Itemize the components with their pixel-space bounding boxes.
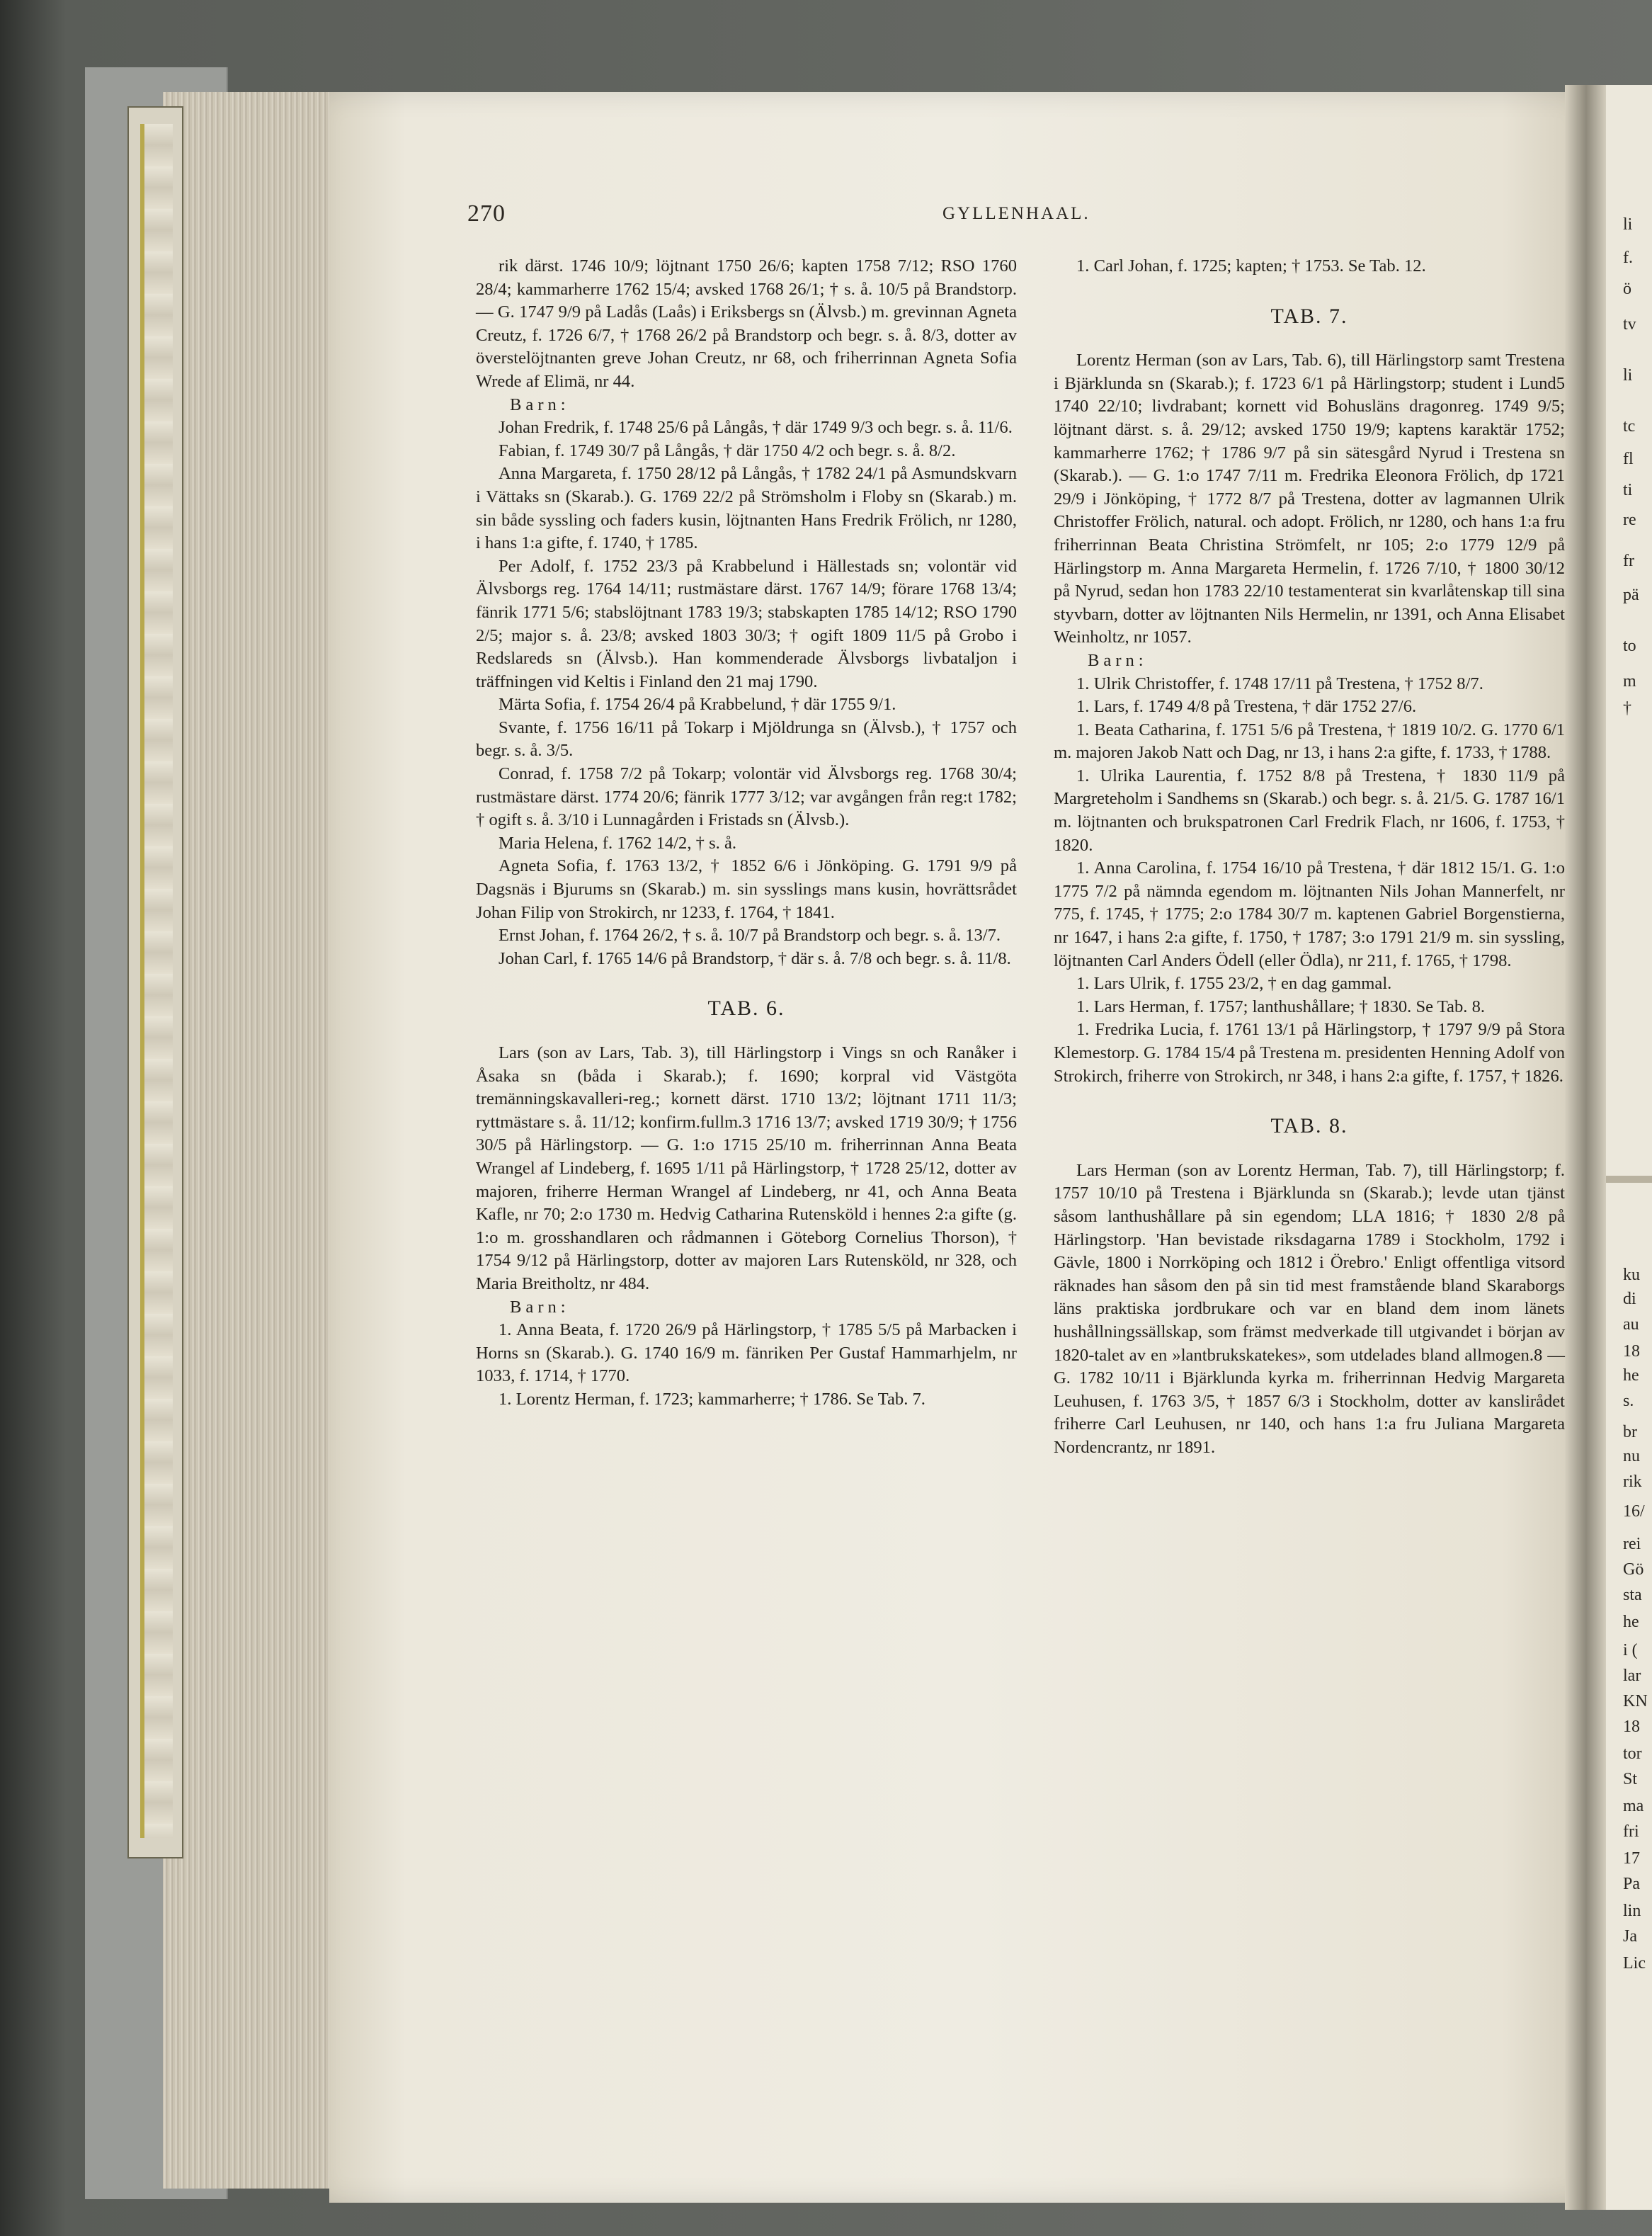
table-heading: TAB. 6. [707, 997, 785, 1021]
entry-paragraph: 1. Lorentz Herman, f. 1723; kammarherre; † 1786. Se Tab. 7. [499, 1389, 925, 1409]
entry-paragraph: Lorentz Herman (son av Lars, Tab. 6), till Härlingstorp samt Trestena i Bjärklunda sn (Skarab.); f. 1723 6/1 på Härlingstorp; student i Lund5 1740 22/10; livdrabant; kornett vid Bohusläns dragonreg. 1749 9/5; löjtnant därst. s. å. 29/12; avsked 1750 19/9; kaptens karaktär 1752; kammarherre 1762; † 1786 9/7 på sin sätesgård Nyrud i Trestena sn (Skarab.). — G. 1:o 1747 7/11 m. Fredrika Eleonora Frölich, dp 1721 29/9 i Jönköping, † 1772 8/7 på Trestena, dotter av lagmannen Ulrik Christoffer Frölich, natural. och adopt. Frölich, nr 1280, och hans 1:a fru friherrinnan Beata Christina Strömfelt, nr 105; 2:o 1779 12/9 på Härlingstorp m. Anna Margareta Hermelin, f. 1726 7/10, † 1800 30/12 på Nyrud, sedan hon 1783 22/10 testamenterat sin kvarlåtenskap till sina styvbarn, dotter av löjtnanten Nils Hermelin, nr 1391, och Anna Elisabet Weinholtz, nr 1057. [1054, 351, 1565, 647]
facing-page-text: Ja [1623, 1927, 1637, 1946]
facing-page-text: di [1623, 1290, 1636, 1308]
facing-page-text: au [1623, 1315, 1639, 1334]
facing-page-text: pä [1623, 586, 1639, 604]
facing-page-text: lar [1623, 1667, 1641, 1685]
facing-page-text: he [1623, 1613, 1639, 1631]
facing-page-text: † [1623, 699, 1631, 717]
entry-paragraph: Ernst Johan, f. 1764 26/2, † s. å. 10/7 på Brandstorp och begr. s. å. 13/7. [499, 926, 1001, 946]
entry-paragraph: Conrad, f. 1758 7/2 på Tokarp; volontär vid Älvsborgs reg. 1768 30/4; rustmästare därst. 1774 20/6; fänrik 1777 3/12; var avgången från reg:t 1782; † ogift s. å. 3/10 i Lunnagården i Fristads sn (Älvsb.). [476, 764, 1017, 830]
facing-page-text: s. [1623, 1392, 1634, 1410]
entry-paragraph: 1. Ulrika Laurentia, f. 1752 8/8 på Trestena, † 1830 11/9 på Margreteholm i Sandhems sn (Skarab.) och begr. s. å. 21/5. G. 1787 16/1 m. löjtnanten och brukspatronen Carl Fredrik Flach, nr 1606, f. 1753, † 1820. [1054, 766, 1565, 855]
facing-page-text: ma [1623, 1797, 1644, 1815]
facing-page-text: to [1623, 637, 1636, 655]
facing-page-text: fl [1623, 450, 1634, 468]
entry-paragraph: Maria Helena, f. 1762 14/2, † s. å. [499, 833, 737, 853]
page-edges [163, 92, 333, 2189]
facing-page-text: rik [1623, 1472, 1642, 1491]
facing-page-text: fri [1623, 1822, 1639, 1841]
facing-page-text: br [1623, 1423, 1637, 1441]
facing-page-text: 18 [1623, 1342, 1640, 1361]
entry-paragraph: 1. Carl Johan, f. 1725; kapten; † 1753. Se Tab. 12. [1076, 256, 1426, 276]
facing-page-text: St [1623, 1770, 1638, 1788]
page-number: 270 [467, 200, 506, 227]
entry-paragraph: 1. Lars, f. 1749 4/8 på Trestena, † där 1752 27/6. [1076, 697, 1417, 717]
spine-strip [140, 124, 173, 1838]
entry-paragraph: Märta Sofia, f. 1754 26/4 på Krabbelund, † där 1755 9/1. [499, 695, 896, 715]
facing-page-text: tor [1623, 1744, 1642, 1763]
facing-page-text: Pa [1623, 1875, 1640, 1893]
facing-page-text: 18 [1623, 1718, 1640, 1736]
entry-paragraph: 1. Anna Carolina, f. 1754 16/10 på Trestena, † där 1812 15/1. G. 1:o 1775 7/2 på nämnda egendom m. löjtnanten Nils Johan Mannerfelt, nr 775, f. 1745, † 1775; 2:o 1784 30/7 m. kaptenen Gabriel Borgenstierna, nr 1647, i hans 2:a gifte, f. 1750, † 1787; 3:o 1791 21/9 m. sin syssling, löjtnanten Carl Anders Ödell (eller Ödla), nr 211, f. 1765, † 1798. [1054, 858, 1565, 970]
entry-paragraph: 1. Beata Catharina, f. 1751 5/6 på Trestena, † 1819 10/2. G. 1770 6/1 m. majoren Jakob Natt och Dag, nr 13, i hans 2:a gifte, f. 1733, † 1788. [1054, 720, 1565, 763]
running-head: GYLLENHAAL. [942, 204, 1090, 223]
entry-paragraph: 1. Lars Ulrik, f. 1755 23/2, † en dag gammal. [1076, 974, 1392, 994]
facing-page-fragment [1606, 85, 1652, 2210]
right-text-column [1054, 255, 1565, 1460]
children-heading: Barn: [510, 395, 570, 414]
facing-page-text: rei [1623, 1535, 1641, 1553]
facing-page-text: li [1623, 366, 1633, 385]
facing-page-text: 17 [1623, 1849, 1640, 1868]
entry-paragraph: Johan Carl, f. 1765 14/6 på Brandstorp, † där s. å. 7/8 och begr. s. å. 11/8. [499, 948, 1011, 968]
facing-page-text: 16/ [1623, 1502, 1645, 1521]
facing-page-text: ö [1623, 280, 1631, 298]
facing-page-text: nu [1623, 1447, 1640, 1465]
facing-page-text: Lic [1623, 1954, 1646, 1973]
facing-page-text: tc [1623, 417, 1636, 436]
facing-page-text: Gö [1623, 1560, 1644, 1579]
facing-page-text: he [1623, 1366, 1639, 1385]
entry-paragraph: Svante, f. 1756 16/11 på Tokarp i Mjöldrunga sn (Älvsb.), † 1757 och begr. s. å. 3/5. [476, 717, 1017, 761]
entry-paragraph: Agneta Sofia, f. 1763 13/2, † 1852 6/6 i Jönköping. G. 1791 9/9 på Dagsnäs i Bjurums sn (Skarab.) m. sin sysslings mans kusin, hovrättsrådet Johan Filip von Strokirch, nr 1233, f. 1764, † 1841. [476, 856, 1017, 922]
facing-page-text: ku [1623, 1266, 1640, 1284]
table-heading: TAB. 7. [1270, 304, 1348, 328]
facing-page-text: i ( [1623, 1641, 1638, 1659]
facing-page-text: tv [1623, 315, 1636, 334]
facing-page-text: lin [1623, 1902, 1641, 1920]
entry-paragraph: Per Adolf, f. 1752 23/3 på Krabbelund i Hällestads sn; volontär vid Älvsborgs reg. 1764 14/11; rustmästare därst. 1767 14/9; förare 1768 13/4; fänrik 1771 5/6; stabslöjtnant 1783 19/3; stabskapten 1785 14/12; RSO 1790 2/5; major s. å. 23/8; avsked 1803 30/3; † ogift 1809 11/5 på Grobo i Redslareds sn (Älvsb.). Han kommenderade Älvsborgs livbataljon i träffningen vid Keltis i Finland den 21 maj 1790. [476, 556, 1017, 691]
facing-page-text: li [1623, 215, 1633, 234]
children-heading: Barn: [1088, 650, 1148, 670]
entry-paragraph: Lars (son av Lars, Tab. 3), till Härlingstorp i Vings sn och Ranåker i Åsaka sn (båda i Skarab.); f. 1690; korpral vid Västgöta tremänningskavalleri-reg.; kornett därst. 1710 13/2; löjtnant 1711 11/3; ryttmästare s. å. 11/12; konfirm.fullm.3 1716 13/7; avsked 1719 30/9; † 1756 30/5 på Härlingstorp. — G. 1:o 1715 25/10 m. friherrinnan Anna Beata Wrangel af Lindeberg, f. 1695 1/11 på Härlingstorp, † 1728 25/12, dotter av majoren, friherre Herman Wrangel af Lindeberg, nr 41, och Anna Beata Kafle, nr 70; 2:o 1730 m. Hedvig Catharina Rutensköld i hennes 2:a gifte (g. 1:o m. grosshandlaren och rådmannen i Göteborg Cornelius Thorson), † 1754 9/12 på Härlingstorp, dotter av majoren Lars Rutensköld, nr 328, och Maria Breitholtz, nr 484. [476, 1043, 1017, 1293]
facing-page-text: m [1623, 672, 1636, 691]
facing-page-text: KN [1623, 1692, 1648, 1710]
entry-paragraph: 1. Anna Beata, f. 1720 26/9 på Härlingstorp, † 1785 5/5 på Marbacken i Horns sn (Skarab.). G. 1740 16/9 m. fänriken Per Gustaf Hammarhjelm, nr 1033, f. 1714, † 1770. [476, 1320, 1017, 1386]
entry-paragraph: Lars Herman (son av Lorentz Herman, Tab. 7), till Härlingstorp; f. 1757 10/10 på Trestena i Bjärklunda sn (Skarab.); levde utan tjänst såsom lanthushållare på sin egendom; LLA 1816; † 1830 2/8 på Härlingstorp. 'Han bevistade riksdagarna 1789 i Stockholm, 1792 i Gävle, 1800 i Norrköping och 1812 i Örebro.' Enligt offentliga vitsord räknades han såsom den på sin tid mest framstående bland Skaraborgs läns praktiska jordbrukare och var en bland dem inom länets hushållningssällskap, som främst medverkade till utgivandet i början av 1820-talet av en »lantbrukskatekes», som utdelades bland allmogen.8 — G. 1782 10/11 i Bjärklunda kyrka m. friherrinnan Hedvig Margareta Leuhusen, f. 1763 3/5, † 1857 6/3 i Stockholm, dotter av kanslirådet friherre Carl Leuhusen, nr 140, och hans 1:a fru Juliana Margareta Nordencrantz, nr 1891. [1054, 1160, 1565, 1457]
entry-paragraph: Anna Margareta, f. 1750 28/12 på Långås, † 1782 24/1 på Asmundskvarn i Vättaks sn (Skarab.). G. 1769 22/2 på Strömsholm i Floby sn (Skarab.) m. sin både syssling och faders kusin, löjtnanten Hans Fredrik Frölich, nr 1280, i hans 1:a gifte, f. 1740, † 1785. [476, 464, 1017, 553]
children-heading: Barn: [510, 1297, 570, 1317]
facing-page-text: f. [1623, 249, 1633, 267]
entry-paragraph: 1. Fredrika Lucia, f. 1761 13/1 på Härlingstorp, † 1797 9/9 på Stora Klemestorp. G. 1784 15/4 på Trestena m. presidenten Henning Adolf von Strokirch, friherre von Strokirch, nr 348, i hans 2:a gifte, f. 1757, † 1826. [1054, 1020, 1566, 1086]
facing-page-text: re [1623, 511, 1636, 529]
facing-page-text: sta [1623, 1586, 1642, 1604]
facing-page-text: fr [1623, 552, 1634, 570]
entry-paragraph: 1. Ulrik Christoffer, f. 1748 17/11 på Trestena, † 1752 8/7. [1076, 674, 1483, 693]
entry-paragraph: 1. Lars Herman, f. 1757; lanthushållare; † 1830. Se Tab. 8. [1076, 997, 1486, 1016]
left-text-column [476, 255, 1017, 1412]
facing-page-crease [1606, 1176, 1652, 1183]
book-gutter [1565, 85, 1607, 2210]
entry-paragraph: rik därst. 1746 10/9; löjtnant 1750 26/6; kapten 1758 7/12; RSO 1760 28/4; kammarherre 1762 15/4; avsked 1768 26/1; † s. å. 10/5 på Brandstorp. — G. 1747 9/9 på Ladås (Laås) i Eriksbergs sn (Älvsb.) m. grevinnan Agneta Creutz, f. 1726 6/7, † 1768 26/2 på Brandstorp och begr. s. å. 8/3, dotter av överstelöjtnanten greve Johan Creutz, nr 68, och friherrinnan Agneta Sofia Wrede af Elimä, nr 44. [476, 256, 1017, 391]
table-heading: TAB. 8. [1270, 1114, 1348, 1138]
entry-paragraph: Fabian, f. 1749 30/7 på Långås, † där 1750 4/2 och begr. s. å. 8/2. [499, 441, 956, 460]
entry-paragraph: Johan Fredrik, f. 1748 25/6 på Långås, † där 1749 9/3 och begr. s. å. 11/6. [499, 418, 1013, 438]
facing-page-text: ti [1623, 481, 1633, 499]
